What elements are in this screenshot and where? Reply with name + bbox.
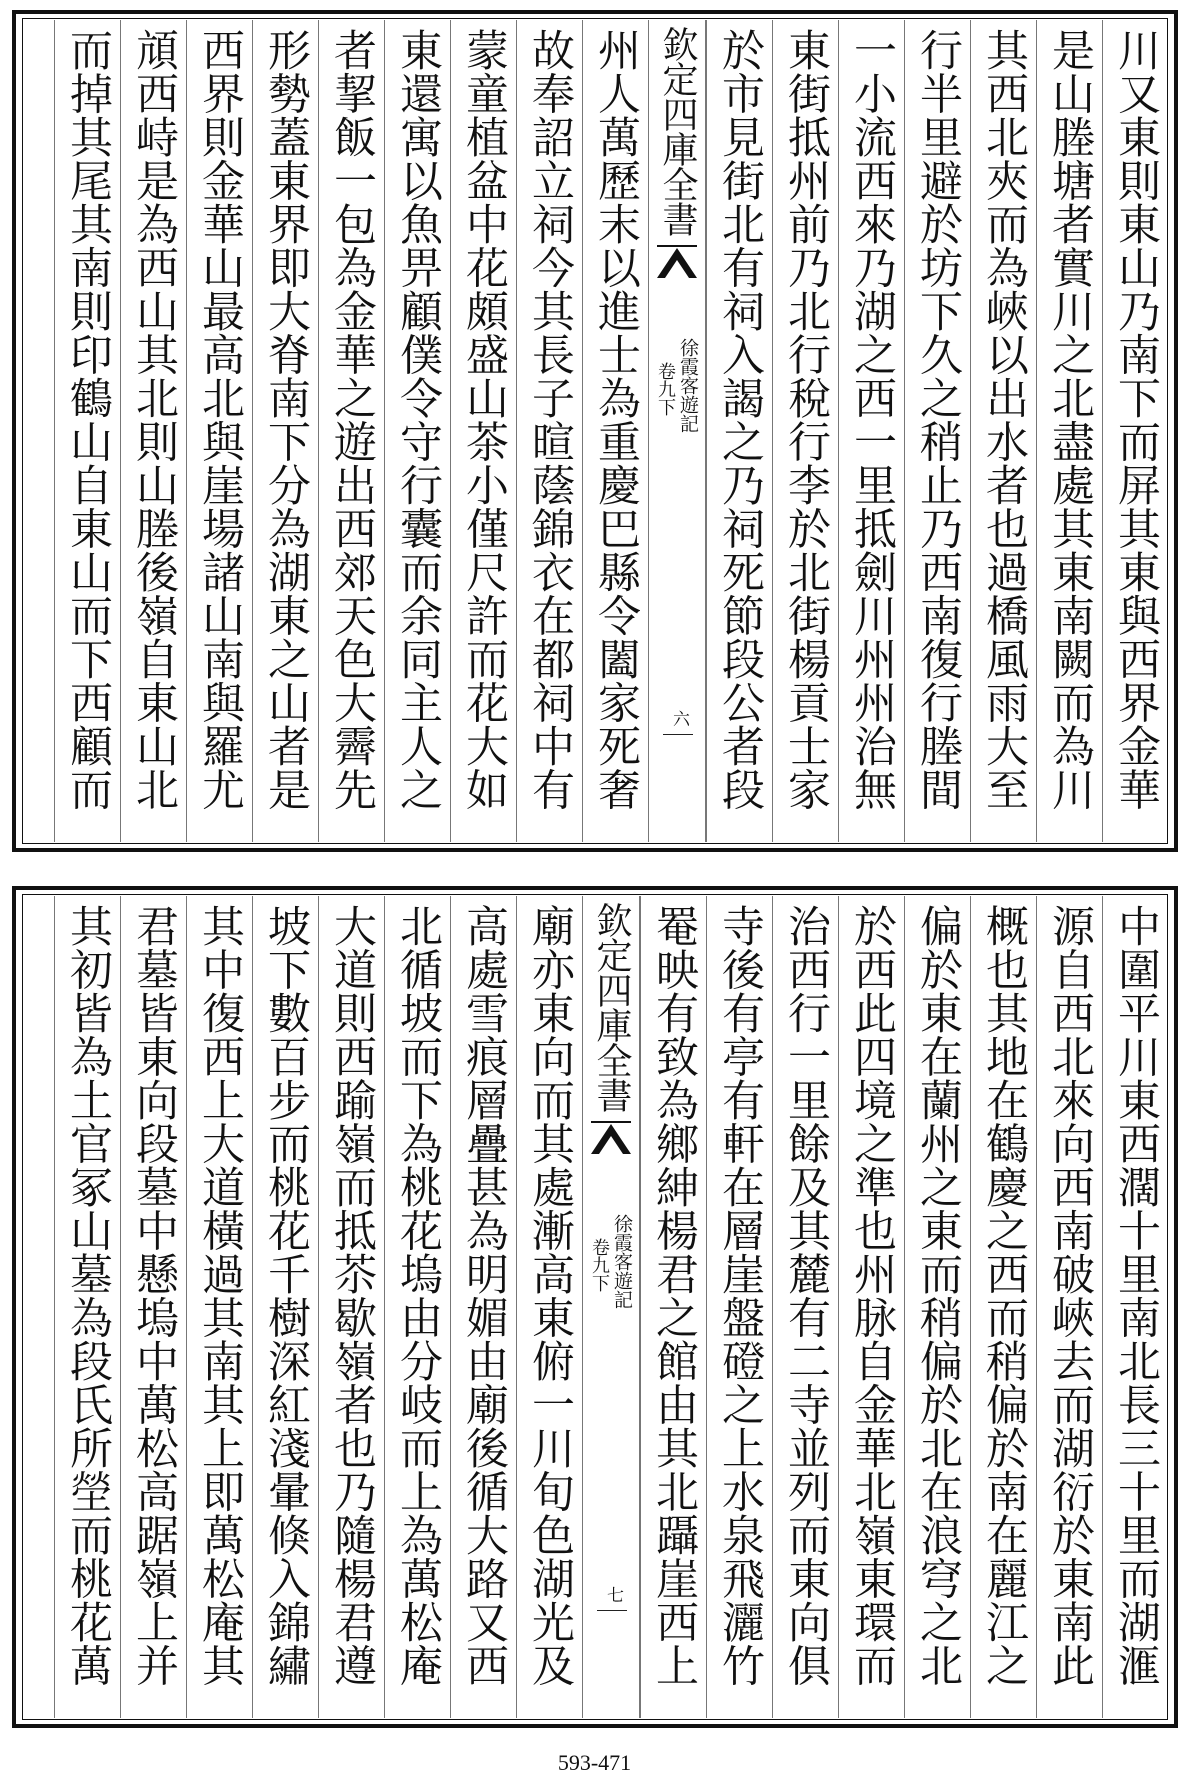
text-column: 偏於東在蘭州之東而稍偏於北在浪穹之北 xyxy=(904,896,970,1718)
volume-label: 卷九下 xyxy=(655,362,676,416)
text-column: 者挈飯一包為金華之遊出西郊天色大霽先 xyxy=(318,20,384,842)
text-column: 罨映有致為鄉紳楊君之館由其北躡崖西上 xyxy=(640,896,706,1718)
catalog-number: 593-471 xyxy=(557,1750,632,1775)
book-title: 徐霞客遊記 xyxy=(611,1214,633,1309)
center-gutter xyxy=(648,20,706,842)
text-column: 君墓皆東向段墓中懸塢中萬松高踞嶺上并 xyxy=(120,896,186,1718)
text-column: 於市見街北有祠入謁之乃祠死節段公者段 xyxy=(706,20,772,842)
text-column: 東還寓以魚畀顧僕令守行囊而余同主人之 xyxy=(384,20,450,842)
fish-tail-mark-icon xyxy=(589,1118,633,1156)
leaf-rule xyxy=(597,1610,627,1611)
page-top xyxy=(0,0,1189,868)
text-column: 於西此四境之準也州脉自金華北嶺東環而 xyxy=(838,896,904,1718)
text-column: 一小流西來乃湖之西一里抵劍川州州治無 xyxy=(838,20,904,842)
text-column: 北循坡而下為桃花塢由分岐而上為萬松庵 xyxy=(384,896,450,1718)
text-columns xyxy=(22,20,1168,842)
text-column: 其中復西上大道橫過其南其上即萬松庵其 xyxy=(186,896,252,1718)
library-title: 欽定四庫全書 xyxy=(591,902,632,1112)
text-column: 其初皆為土官冢山墓為段氏所塋而桃花萬 xyxy=(54,896,120,1718)
center-gutter xyxy=(582,896,640,1718)
text-column: 是山塍塘者實川之北盡處其東南闕而為川 xyxy=(1036,20,1102,842)
text-column: 源自西北來向西南破峽去而湖衍於東南此 xyxy=(1036,896,1102,1718)
text-column: 東街抵州前乃北行稅行李於北街楊貢士家 xyxy=(772,20,838,842)
text-column: 蒙童植盆中花頗盛山茶小僅尺許而花大如 xyxy=(450,20,516,842)
text-column: 寺後有亭有軒在層崖盤磴之上水泉飛灑竹 xyxy=(706,896,772,1718)
leaf-rule xyxy=(663,734,693,735)
text-column: 其西北夾而為峽以出水者也過橋風雨大至 xyxy=(970,20,1036,842)
text-column: 川又東則東山乃南下而屏其東與西界金華 xyxy=(1102,20,1168,842)
leaf-number: 七 xyxy=(603,1586,623,1603)
text-columns xyxy=(22,896,1168,1718)
text-column: 大道則西踰嶺而抵苶歇嶺者也乃隨楊君遵 xyxy=(318,896,384,1718)
library-title: 欽定四庫全書 xyxy=(657,26,698,236)
text-column: 中圍平川東西濶十里南北長三十里而湖滙 xyxy=(1102,896,1168,1718)
volume-label: 卷九下 xyxy=(589,1238,610,1292)
text-column: 行半里避於坊下久之稍止乃西南復行塍間 xyxy=(904,20,970,842)
text-column: 西界則金華山最高北與崖場諸山南與羅尤 xyxy=(186,20,252,842)
text-column: 故奉詔立祠今其長子暄蔭錦衣在都祠中有 xyxy=(516,20,582,842)
leaf-number: 六 xyxy=(669,710,689,727)
text-column: 廟亦東向而其處漸高東俯一川旬色湖光及 xyxy=(516,896,582,1718)
text-column: 頏西峙是為西山其北則山塍後嶺自東山北 xyxy=(120,20,186,842)
text-column: 形勢蓋東界即大脊南下分為湖東之山者是 xyxy=(252,20,318,842)
text-column: 坡下數百步而桃花千樹深紅淺暈倏入錦繡 xyxy=(252,896,318,1718)
text-column: 州人萬歷末以進士為重慶巴縣令闔家死奢 xyxy=(582,20,648,842)
text-column: 而掉其尾其南則印鶴山自東山而下西顧而 xyxy=(54,20,120,842)
text-column: 概也其地在鶴慶之西而稍偏於南在麗江之 xyxy=(970,896,1036,1718)
page-bottom xyxy=(0,876,1189,1744)
text-column: 治西行一里餘及其麓有二寺並列而東向俱 xyxy=(772,896,838,1718)
text-column: 高處雪痕層疊甚為明媚由廟後循大路又西 xyxy=(450,896,516,1718)
fish-tail-mark-icon xyxy=(655,242,699,280)
book-title: 徐霞客遊記 xyxy=(677,338,699,433)
